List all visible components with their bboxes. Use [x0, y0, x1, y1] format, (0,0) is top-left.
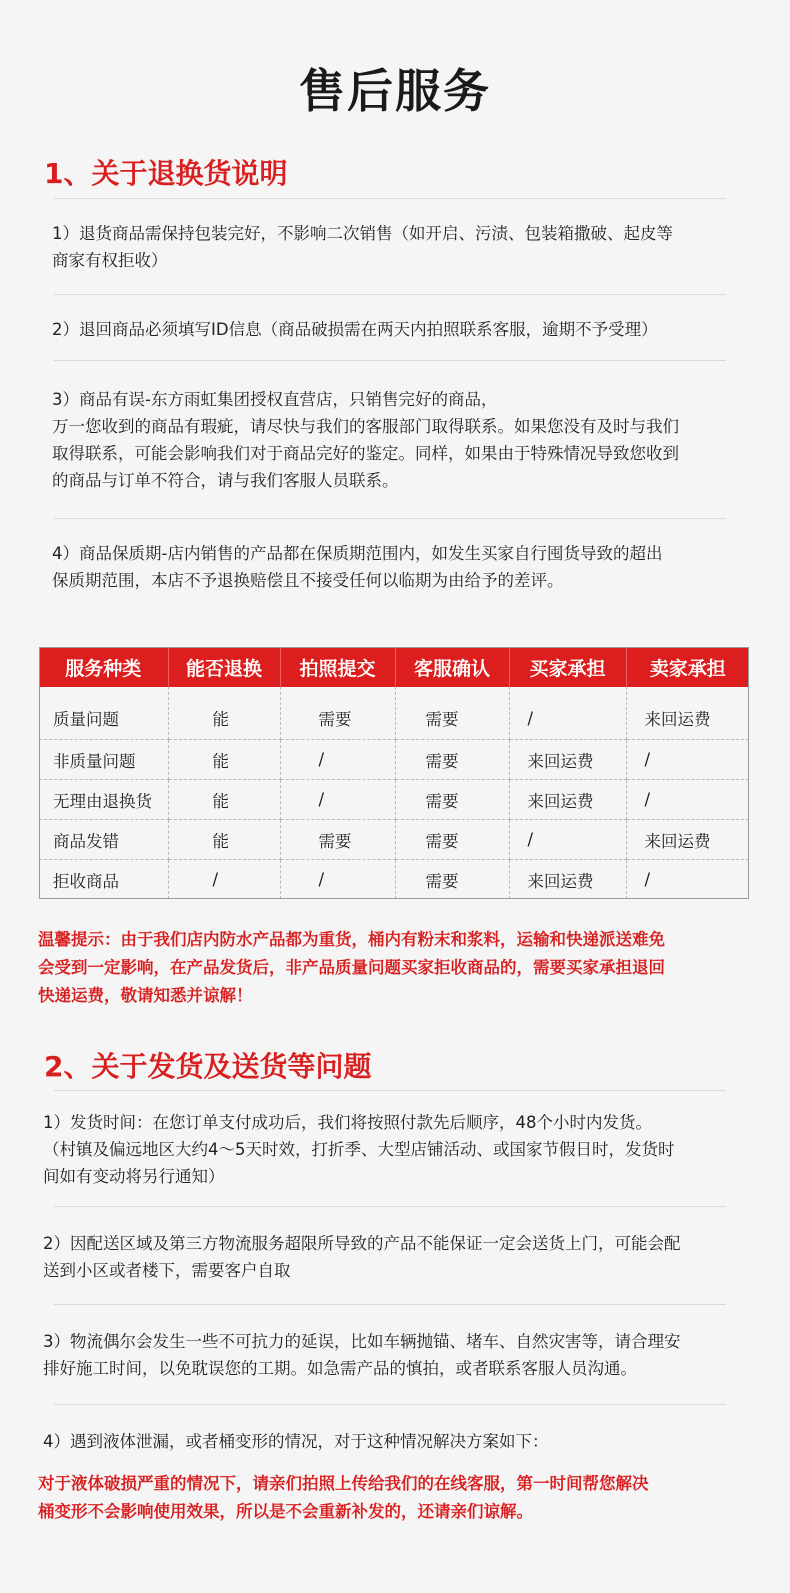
table-cell: /	[280, 740, 395, 780]
table-cell: /	[509, 820, 626, 860]
table-cell: 能	[168, 820, 280, 860]
table-cell: /	[626, 780, 749, 820]
page-title: 售后服务	[299, 64, 491, 118]
column-header: 服务种类	[39, 647, 168, 687]
divider	[54, 294, 726, 295]
divider	[54, 1090, 726, 1091]
table-row	[39, 687, 749, 740]
section2-paragraph-2: 2）因配送区域及第三方物流服务超限所导致的产品不能保证一定会送货上门，可能会配 送到小区或者楼下，需要客户自取	[43, 1234, 681, 1280]
table-cell: 需要	[395, 687, 509, 740]
table-cell: 无理由退换货	[39, 780, 168, 820]
section1-paragraph-3: 3）商品有误-东方雨虹集团授权直营店，只销售完好的商品， 万一您收到的商品有瑕疵，请尽快与我们的客服部门取得联系。如果您没有及时与我们 取得联系，可能会影响我们对于商品完好的鉴定。同样，如果由于特殊情况导致您收到 的商品与订单不符合，请与我们客服人员联系。	[52, 390, 679, 490]
table-cell: 需要	[280, 687, 395, 740]
table-cell: /	[280, 780, 395, 820]
divider	[54, 360, 726, 361]
table-row	[39, 780, 749, 820]
table-cell: 拒收商品	[39, 860, 168, 900]
divider	[54, 1304, 726, 1305]
table-cell: 需要	[280, 820, 395, 860]
table-cell: 商品发错	[39, 820, 168, 860]
divider	[54, 518, 726, 519]
table-cell: /	[168, 860, 280, 900]
table-cell: 能	[168, 740, 280, 780]
column-header: 卖家承担	[626, 647, 749, 687]
table-cell: 来回运费	[509, 740, 626, 780]
section1-paragraph-4: 4）商品保质期-店内销售的产品都在保质期范围内，如发生买家自行囤货导致的超出 保质期范围，本店不予退换赔偿且不接受任何以临期为由给予的差评。	[52, 544, 663, 590]
column-header: 拍照提交	[280, 647, 395, 687]
table-cell: 来回运费	[509, 860, 626, 900]
section2-paragraph-4: 4）遇到液体泄漏，或者桶变形的情况，对于这种情况解决方案如下：	[43, 1432, 549, 1451]
table-cell: 来回运费	[509, 780, 626, 820]
column-header: 客服确认	[395, 647, 509, 687]
table-header-row	[39, 647, 749, 687]
service-table	[39, 647, 749, 899]
column-header: 买家承担	[509, 647, 626, 687]
table-row	[39, 860, 749, 900]
section1-paragraph-2: 2）退回商品必须填写ID信息（商品破损需在两天内拍照联系客服，逾期不予受理）	[52, 320, 658, 339]
table-cell: 需要	[395, 860, 509, 900]
table-cell: 需要	[395, 740, 509, 780]
table-cell: 来回运费	[626, 687, 749, 740]
divider	[54, 198, 726, 199]
table-cell: /	[280, 860, 395, 900]
section2-paragraph-1: 1）发货时间：在您订单支付成功后，我们将按照付款先后顺序，48个小时内发货。 （村镇及偏远地区大约4～5天时效，打折季、大型店铺活动、或国家节假日时，发货时 间如有变动将另行通知）	[43, 1113, 675, 1186]
damage-warning: 对于液体破损严重的情况下，请亲们拍照上传给我们的在线客服，第一时间帮您解决 桶变形不会影响使用效果，所以是不会重新补发的，还请亲们谅解。	[38, 1474, 649, 1521]
table-row	[39, 740, 749, 780]
table-cell: 质量问题	[39, 687, 168, 740]
divider	[54, 1206, 726, 1207]
section1-paragraph-1: 1）退货商品需保持包装完好，不影响二次销售（如开启、污渍、包装箱撒破、起皮等 商家有权拒收）	[52, 224, 673, 270]
shipping-notice: 温馨提示：由于我们店内防水产品都为重货，桶内有粉末和浆料，运输和快递派送难免 会受到一定影响，在产品发货后，非产品质量问题买家拒收商品的，需要买家承担退回 快递运费，敬请知悉并谅解！	[38, 930, 665, 1005]
divider	[54, 1404, 726, 1405]
table-cell: /	[626, 740, 749, 780]
column-header: 能否退换	[168, 647, 280, 687]
table-row	[39, 820, 749, 860]
section2-paragraph-3: 3）物流偶尔会发生一些不可抗力的延误，比如车辆抛锚、堵车、自然灾害等，请合理安 排好施工时间，以免耽误您的工期。如急需产品的慎拍，或者联系客服人员沟通。	[43, 1332, 681, 1378]
table-cell: /	[626, 860, 749, 900]
section1-heading: 1、关于退换货说明	[44, 157, 288, 190]
table-cell: 来回运费	[626, 820, 749, 860]
section2-heading: 2、关于发货及送货等问题	[44, 1050, 372, 1083]
table-cell: 非质量问题	[39, 740, 168, 780]
table-cell: 需要	[395, 820, 509, 860]
table-cell: 能	[168, 780, 280, 820]
table-cell: /	[509, 687, 626, 740]
table-cell: 能	[168, 687, 280, 740]
table-cell: 需要	[395, 780, 509, 820]
